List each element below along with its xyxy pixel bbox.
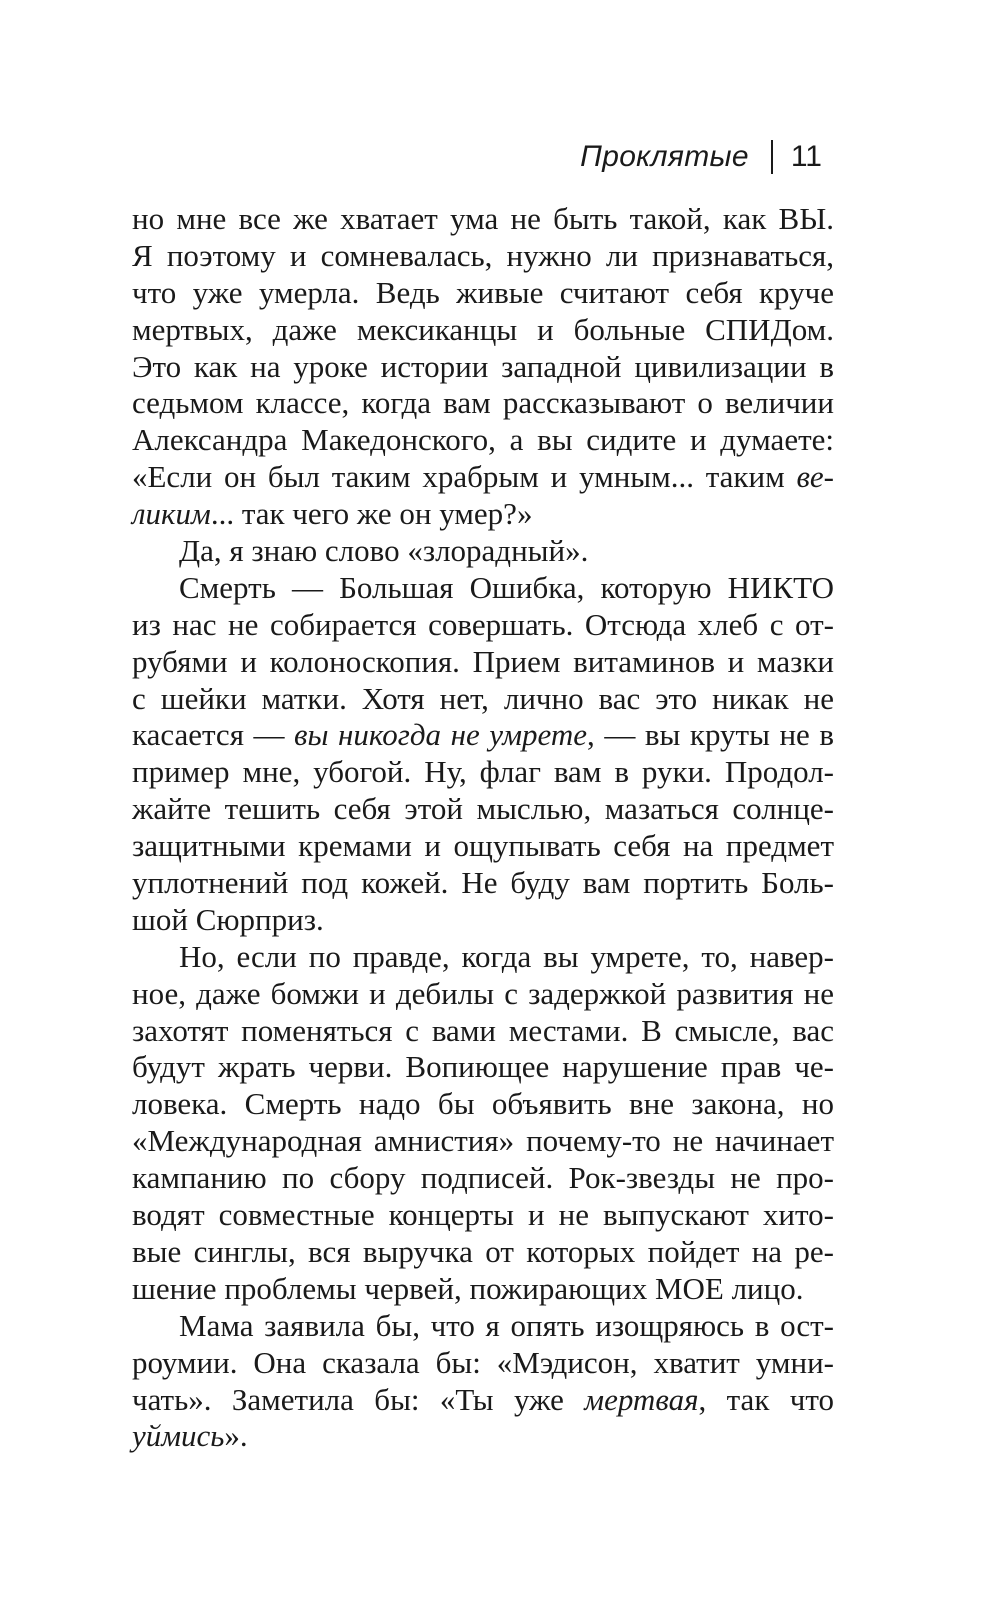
text-line: Это как на уроке истории западной цивилизации в [132, 348, 834, 384]
text-line: Смерть — Большая Ошибка, которую НИКТО [179, 569, 834, 605]
text-line: Я поэтому и сомневалась, нужно ли признаваться, [132, 237, 834, 273]
text-line: «Международная амнистия» почему-то не начинает [132, 1123, 834, 1159]
text-line: пример мне, убогой. Ну, флаг вам в руки. Продол- [132, 754, 834, 790]
text-line: Но, если по правде, когда вы умрете, то, навер- [179, 938, 834, 974]
text-line: водят совместные концерты и не выпускают хито- [132, 1197, 834, 1233]
text-line: чать». Заметила бы: «Ты уже мертвая, так что [132, 1381, 835, 1417]
text-line: защитными кремами и ощупывать себя на предмет [132, 828, 834, 864]
text-line: будут жрать черви. Вопиющее нарушение прав че- [132, 1049, 834, 1085]
text-line: шой Сюрприз. [132, 901, 324, 937]
running-head [580, 137, 822, 177]
text-line: ловека. Смерть надо бы объявить вне закона, но [132, 1086, 834, 1122]
text-line: кампанию по сбору подписей. Рок-звезды не про- [132, 1160, 834, 1196]
text-line: Александра Македонского, а вы сидите и думаете: [132, 422, 834, 458]
text-line: из нас не собирается совершать. Отсюда хлеб с от- [132, 606, 834, 642]
text-line: с шейки матки. Хотя нет, лично вас это никак не [132, 680, 834, 716]
running-head-separator [771, 140, 773, 174]
text-line: мертвых, даже мексиканцы и больные СПИДом. [132, 311, 834, 347]
text-line: ное, даже бомжи и дебилы с задержкой развития не [132, 975, 834, 1011]
text-line: уймись». [132, 1418, 248, 1454]
text-line: «Если он был таким храбрым и умным... таким ве- [132, 459, 834, 495]
text-line: шение проблемы червей, пожирающих МОЕ лицо. [132, 1270, 804, 1306]
page-number: 11 [790, 140, 822, 173]
running-head-title: Проклятые [580, 140, 749, 173]
text-line: жайте тешить себя этой мыслью, мазаться солнце- [132, 791, 834, 827]
text-line: седьмом классе, когда вам рассказывают о величии [132, 385, 834, 421]
text-line: но мне все же хватает ума не быть такой, как ВЫ. [132, 201, 834, 236]
text-line: вые синглы, вся выручка от которых пойдет на ре- [132, 1233, 834, 1269]
body-text [132, 201, 834, 1455]
text-line: рубями и колоноскопия. Прием витаминов и мазки [132, 643, 834, 679]
text-line: что уже умерла. Ведь живые считают себя круче [132, 274, 834, 310]
text-line: Мама заявила бы, что я опять изощряюсь в ост- [179, 1307, 834, 1343]
text-line: ликим... так чего же он умер?» [132, 496, 533, 532]
text-line: Да, я знаю слово «злорадный». [179, 533, 589, 569]
text-line: уплотнений под кожей. Не буду вам портить Боль- [132, 865, 834, 901]
text-line: захотят поменяться с вами местами. В смысле, вас [132, 1012, 834, 1048]
text-line: касается — вы никогда не умрете, — вы круты не в [132, 717, 834, 753]
text-line: роумии. Она сказала бы: «Мэдисон, хватит умни- [132, 1344, 834, 1380]
